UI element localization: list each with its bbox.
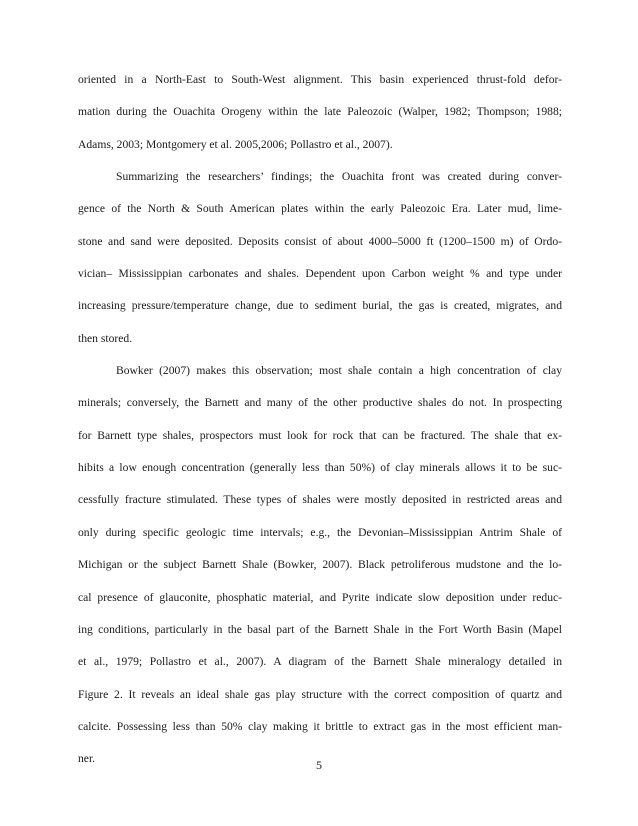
text-line: vician– Mississippian carbonates and shales. Dependent upon Carbon weight % and type under — [78, 267, 562, 281]
text-line: cessfully fracture stimulated. These types of shales were mostly deposited in restricted areas and — [78, 493, 562, 507]
text-line: Adams, 2003; Montgomery et al. 2005,2006; Pollastro et al., 2007). — [78, 137, 393, 151]
text-line: et al., 1979; Pollastro et al., 2007). A diagram of the Barnett Shale mineralogy detailed in — [78, 655, 562, 669]
text-line: only during specific geologic time intervals; e.g., the Devonian–Mississippian Antrim Shale of — [78, 525, 562, 539]
text-line: Michigan or the subject Barnett Shale (Bowker, 2007). Black petroliferous mudstone and the lo- — [78, 558, 562, 572]
text-line: oriented in a North-East to South-West alignment. This basin experienced thrust-fold defor- — [78, 73, 562, 86]
text-line: increasing pressure/temperature change, due to sediment burial, the gas is created, migrates, and — [78, 299, 562, 313]
text-line: ing conditions, particularly in the basal part of the Barnett Shale in the Fort Worth Basin (Mapel — [78, 622, 562, 636]
text-line: minerals; conversely, the Barnett and many of the other productive shales do not. In prospecting — [78, 396, 562, 410]
text-line: Summarizing the researchers’ findings; the Ouachita front was created during conver- — [116, 170, 562, 184]
text-line: cal presence of glauconite, phosphatic material, and Pyrite indicate slow deposition under reduc- — [78, 590, 562, 604]
body-text — [78, 64, 562, 776]
text-line: calcite. Possessing less than 50% clay making it brittle to extract gas in the most efficient man- — [78, 719, 562, 733]
text-line: gence of the North & South American plates within the early Paleozoic Era. Later mud, lime- — [78, 202, 562, 216]
text-line: mation during the Ouachita Orogeny within the late Paleozoic (Walper, 1982; Thompson; 1988; — [78, 105, 562, 119]
text-line: Figure 2. It reveals an ideal shale gas play structure with the correct composition of quartz and — [78, 687, 562, 701]
text-line: Bowker (2007) makes this observation; most shale contain a high concentration of clay — [116, 364, 562, 378]
text-line: ner. — [78, 752, 96, 766]
text-line: for Barnett type shales, prospectors must look for rock that can be fractured. The shale that ex- — [78, 428, 562, 442]
text-line: hibits a low enough concentration (generally less than 50%) of clay minerals allows it to be suc- — [78, 461, 562, 475]
text-line: then stored. — [78, 331, 133, 345]
page-number: 5 — [316, 758, 322, 772]
text-line: stone and sand were deposited. Deposits consist of about 4000–5000 ft (1200–1500 m) of Ordo- — [78, 234, 562, 248]
